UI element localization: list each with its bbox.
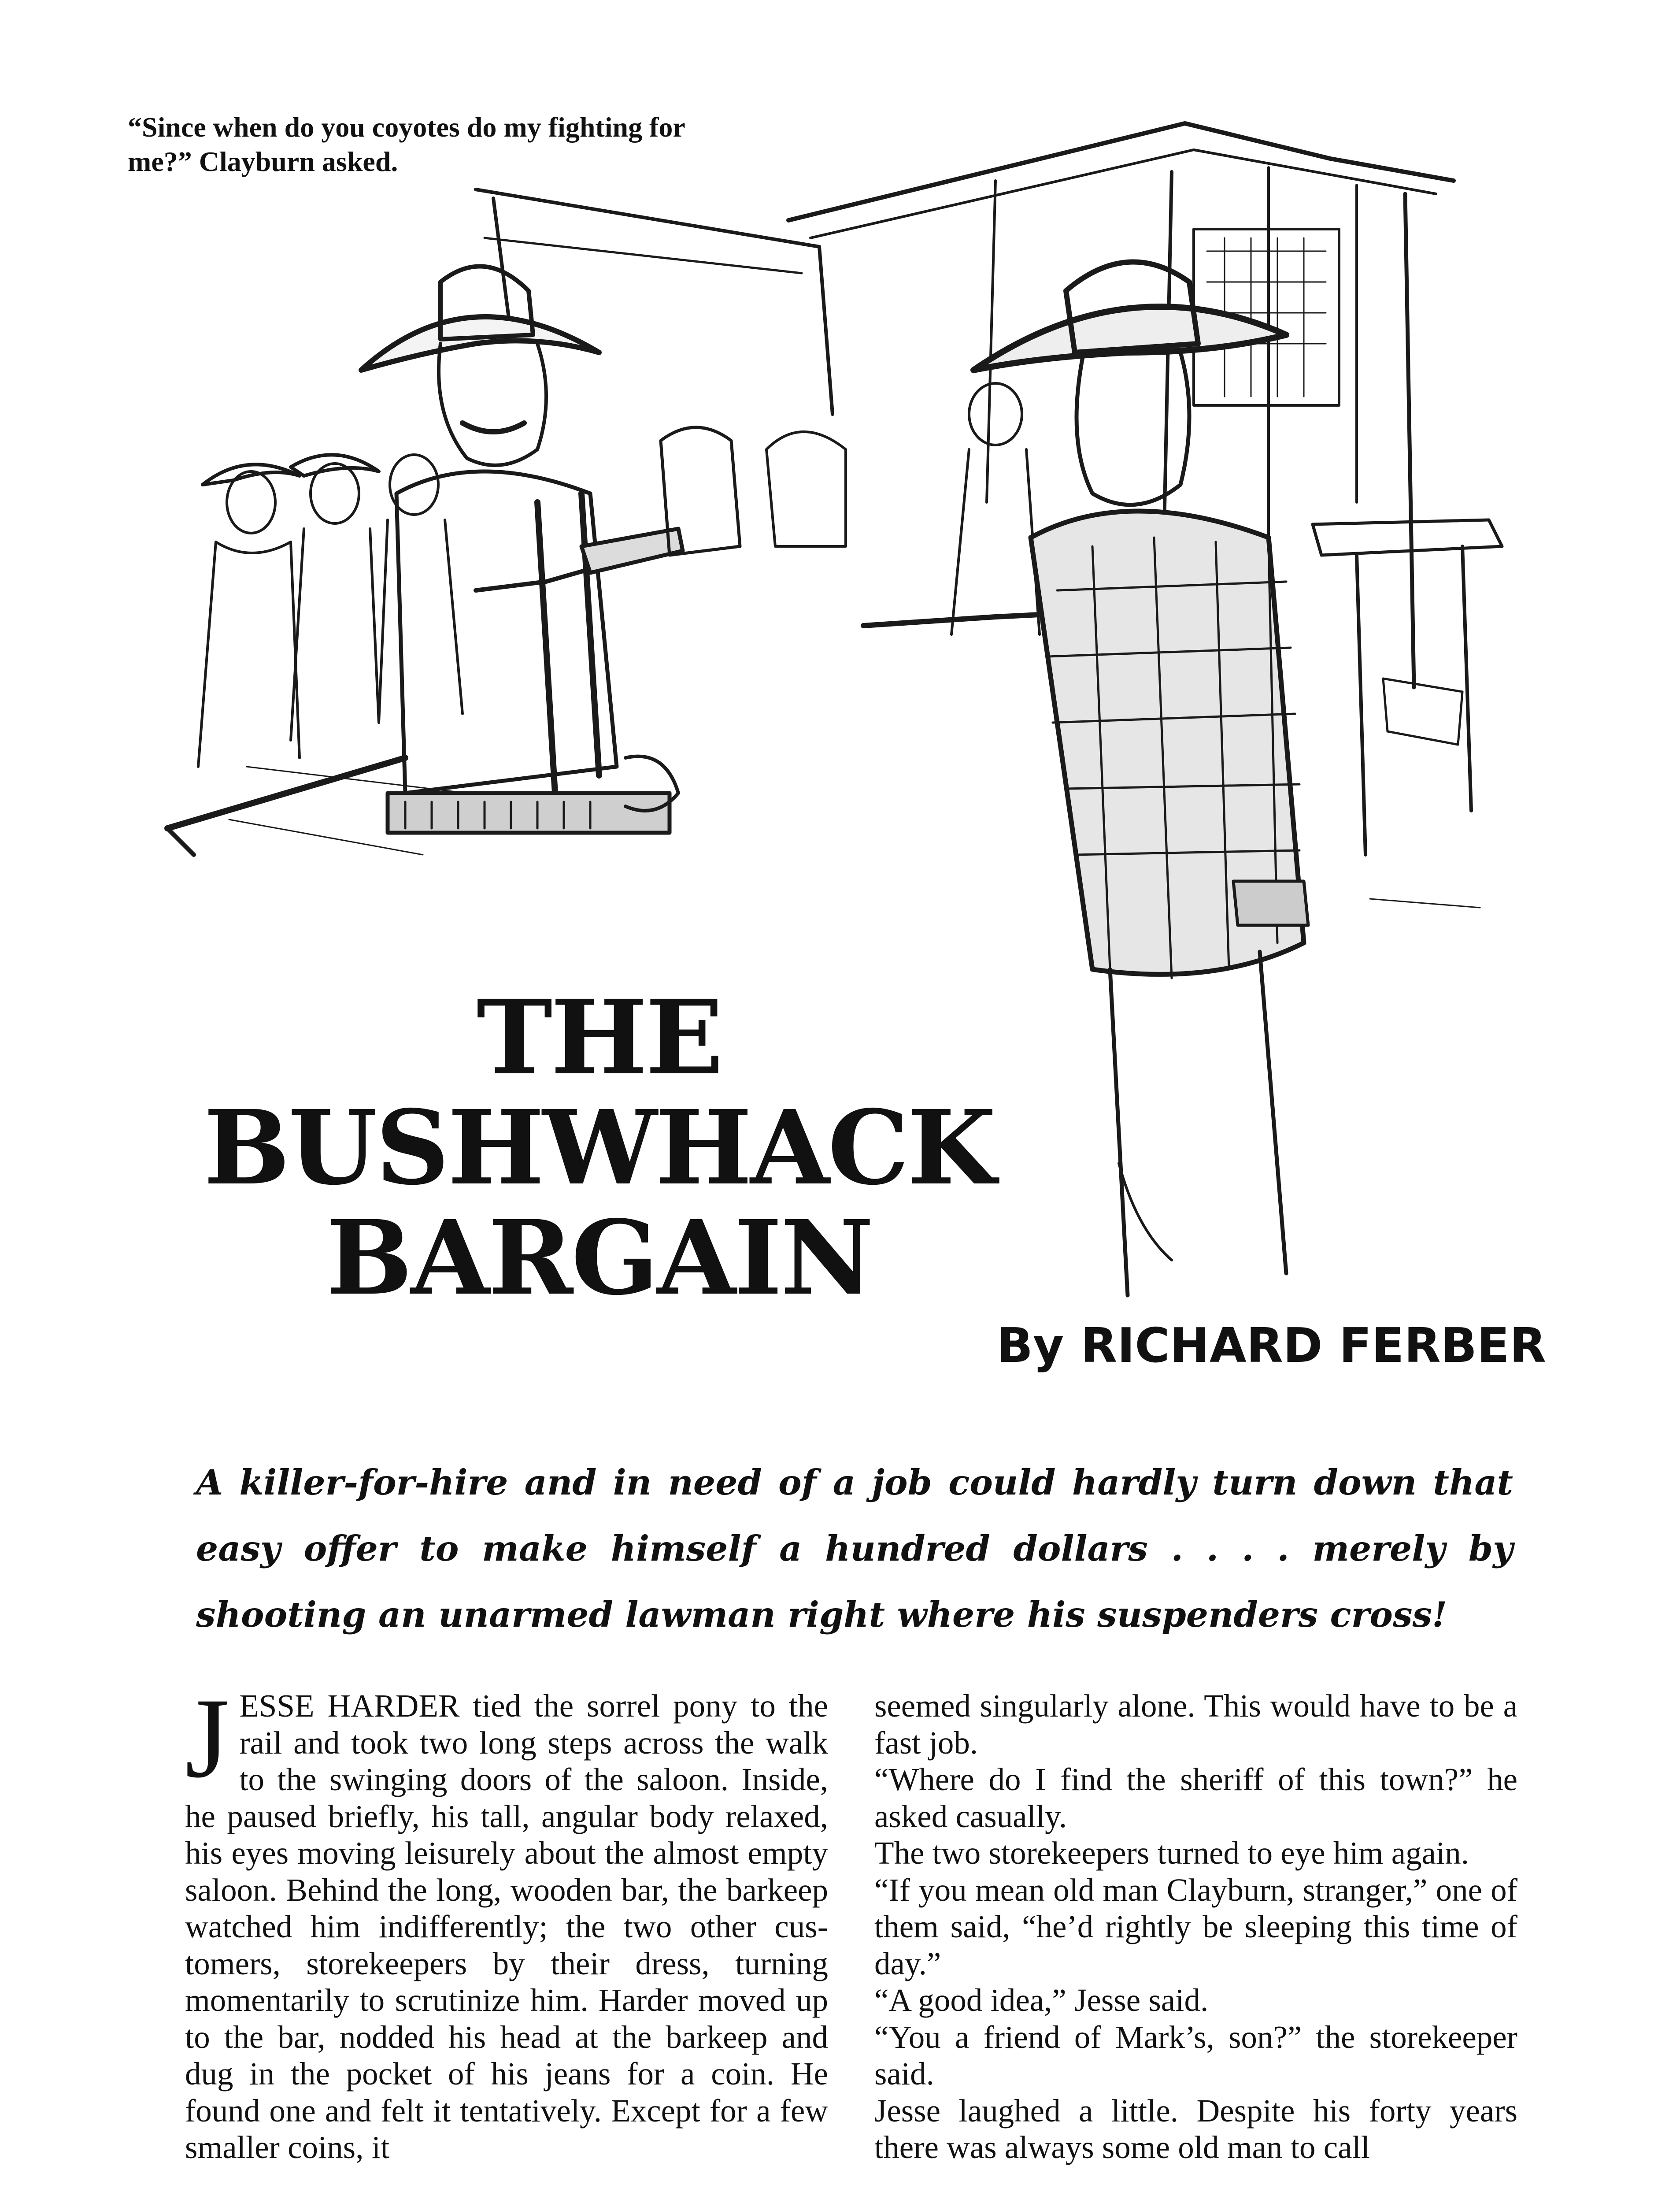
body-paragraph: ESSE HARDER tied the sorrel pony to the rail and took two long steps across the walk to the swinging doors of the saloon. Inside, he paused briefly, his tall, angular body relaxed, his eyes moving leisurely about the almost empty saloon. Behind the long, wooden bar, the barkeep watched him indifferently; the two other customers, storekeepers by their dress, turning momentarily to scrutinize him. Harder moved up to the bar, nodded his head at the barkeep and dug in the pocket of his jeans for a coin. He found one and felt it tentatively. Except for a few smaller coins, it — [185, 1688, 828, 2165]
body-column-right — [874, 1687, 1517, 2166]
title-line-2: BUSHWHACK — [204, 1087, 995, 1208]
body-paragraph: “Where do I find the sheriff of this town?” he asked casually. — [874, 1762, 1517, 1834]
title-line-3: BARGAIN — [326, 1198, 872, 1318]
body-paragraph: “You a friend of Mark’s, son?” the storekeeper said. — [874, 2019, 1517, 2092]
body-paragraph: seemed singularly alone. This would have to be a fast job. — [874, 1688, 1517, 1761]
body-paragraph: “A good idea,” Jesse said. — [874, 1982, 1209, 2018]
body-paragraph: “If you mean old man Clayburn, stranger,” one of them said, “he’d rightly be sleeping this time of day.” — [874, 1872, 1517, 1981]
title-line-1: THE — [476, 977, 722, 1098]
author-byline: By RICHARD FERBER — [996, 1318, 1546, 1373]
body-paragraph: Jesse laughed a little. Despite his forty years there was always some old man to call — [874, 2092, 1517, 2165]
illustration-caption: “Since when do you coyotes do my fighting for me?” Clayburn asked. — [128, 111, 685, 177]
body-column-left — [185, 1675, 828, 2166]
story-title — [159, 977, 1040, 1318]
body-paragraph: The two storekeepers turned to eye him again. — [874, 1835, 1469, 1871]
story-deck: A killer-for-hire and in need of a job could hardly turn down that easy offer to make himself a hundred dollars . . . . merely by shooting an unarmed lawman right where his suspenders cross! — [196, 1462, 1513, 1635]
drop-cap: J — [185, 1675, 230, 1802]
